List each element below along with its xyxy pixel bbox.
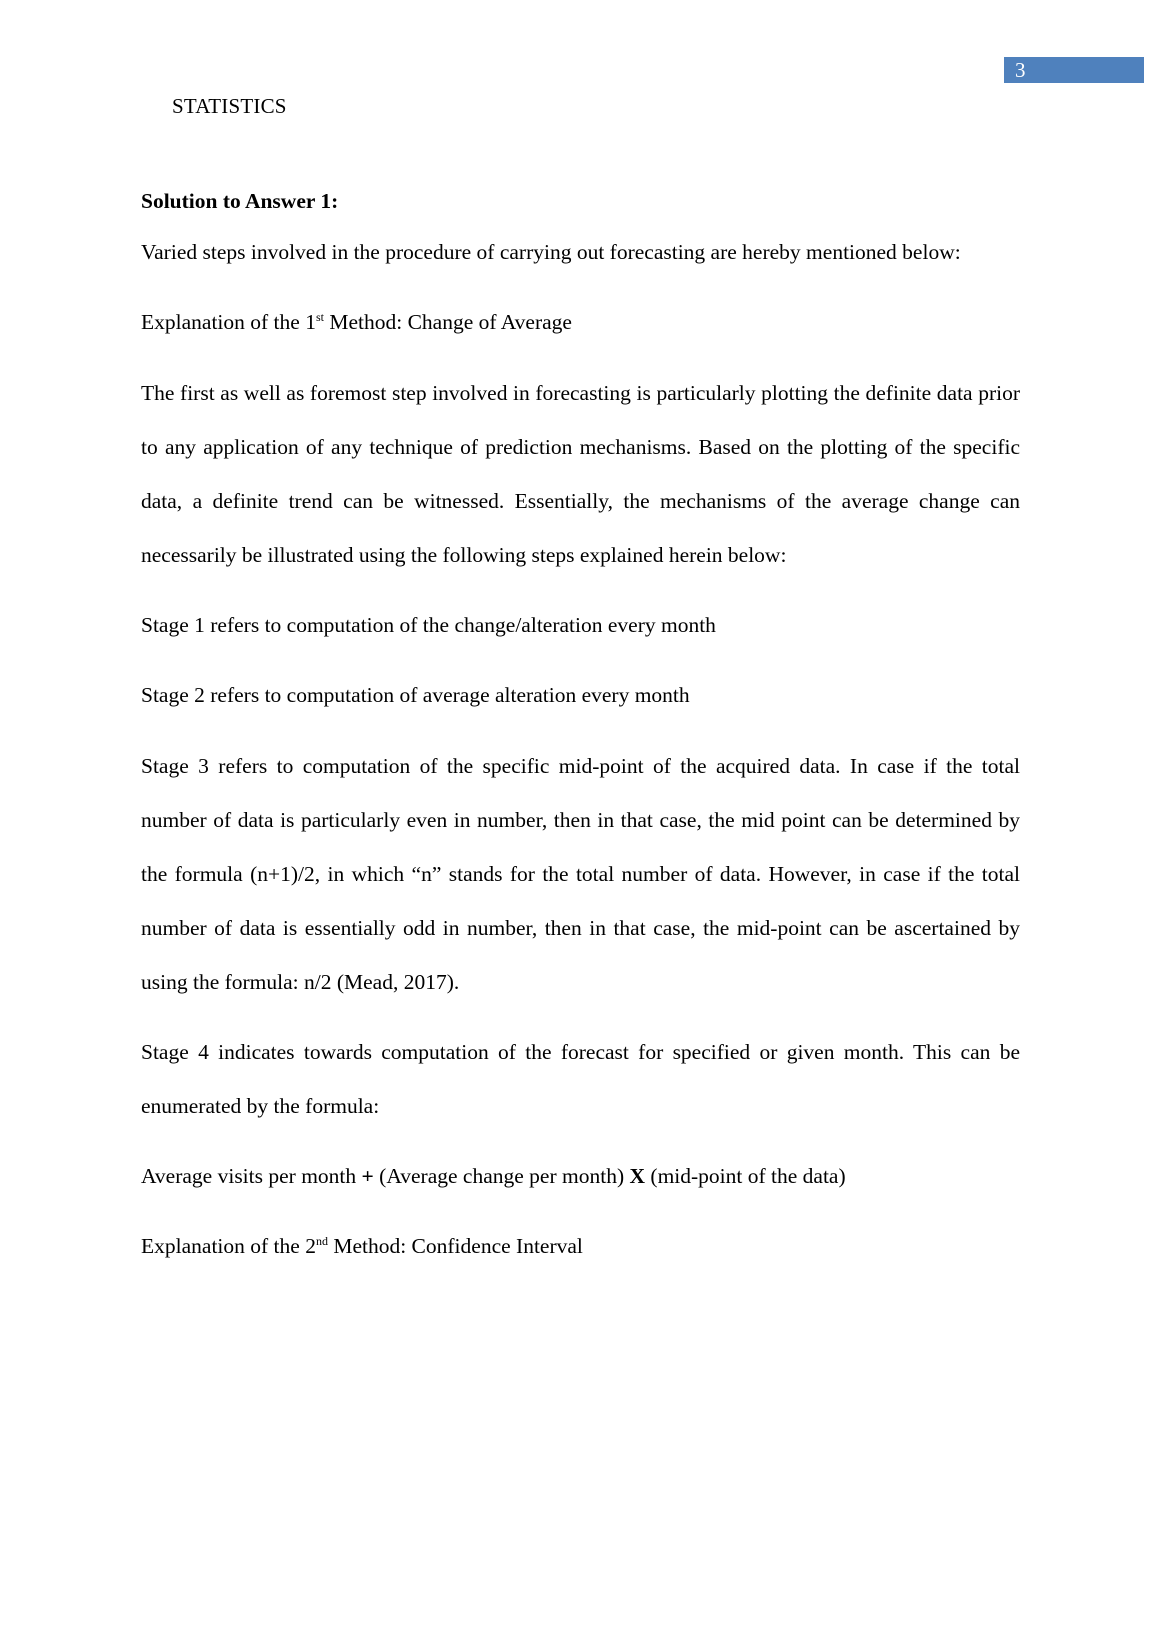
stage-2-paragraph: Stage 2 refers to computation of average alteration every month xyxy=(141,683,690,707)
method-1-prefix: Explanation of the 1 xyxy=(141,310,316,334)
forecast-formula xyxy=(141,1149,1020,1203)
method-1-heading xyxy=(141,295,1020,349)
first-step-paragraph: The first as well as foremost step involved in forecasting is particularly plotting the definite data prior to any application of any technique of prediction mechanisms. Based on the plotting of the specific data, a definite trend can be witnessed. Essentially, the mechanisms of the average change can necessarily be illustrated using the following steps explained herein below: xyxy=(141,381,1020,567)
formula-times-sign: X xyxy=(629,1164,646,1188)
method-2-heading xyxy=(141,1219,1020,1273)
running-head: STATISTICS xyxy=(172,94,287,118)
formula-part-2: (Average change per month) xyxy=(373,1164,630,1188)
method-2-prefix: Explanation of the 2 xyxy=(141,1234,316,1258)
document-body xyxy=(141,186,1020,1273)
stage-3-paragraph: Stage 3 refers to computation of the specific mid-point of the acquired data. In case if the total number of data is particularly even in number, then in that case, the mid point can be determined by the formula (n+1)/2, in which “n” stands for the total number of data. However, in case if the total number of data is essentially odd in number, then in that case, the mid-point can be ascertained by using the formula: n/2 (Mead, 2017). xyxy=(141,754,1020,994)
stage-4-paragraph: Stage 4 indicates towards computation of the forecast for specified or given month. This can be enumerated by the formula: xyxy=(141,1040,1020,1118)
formula-plus-sign: + xyxy=(361,1164,374,1188)
formula-part-3: (mid-point of the data) xyxy=(645,1164,846,1188)
method-1-title: Method: Change of Average xyxy=(323,310,572,334)
formula-part-1: Average visits per month xyxy=(141,1164,362,1188)
page-number: 3 xyxy=(1015,58,1026,82)
method-2-title: Method: Confidence Interval xyxy=(327,1234,583,1258)
method-2-superscript: nd xyxy=(315,1234,328,1248)
method-1-superscript: st xyxy=(315,310,324,324)
intro-paragraph: Varied steps involved in the procedure of carrying out forecasting are hereby mentioned below: xyxy=(141,240,961,264)
stage-1-paragraph: Stage 1 refers to computation of the change/alteration every month xyxy=(141,613,716,637)
solution-heading: Solution to Answer 1: xyxy=(141,189,339,213)
